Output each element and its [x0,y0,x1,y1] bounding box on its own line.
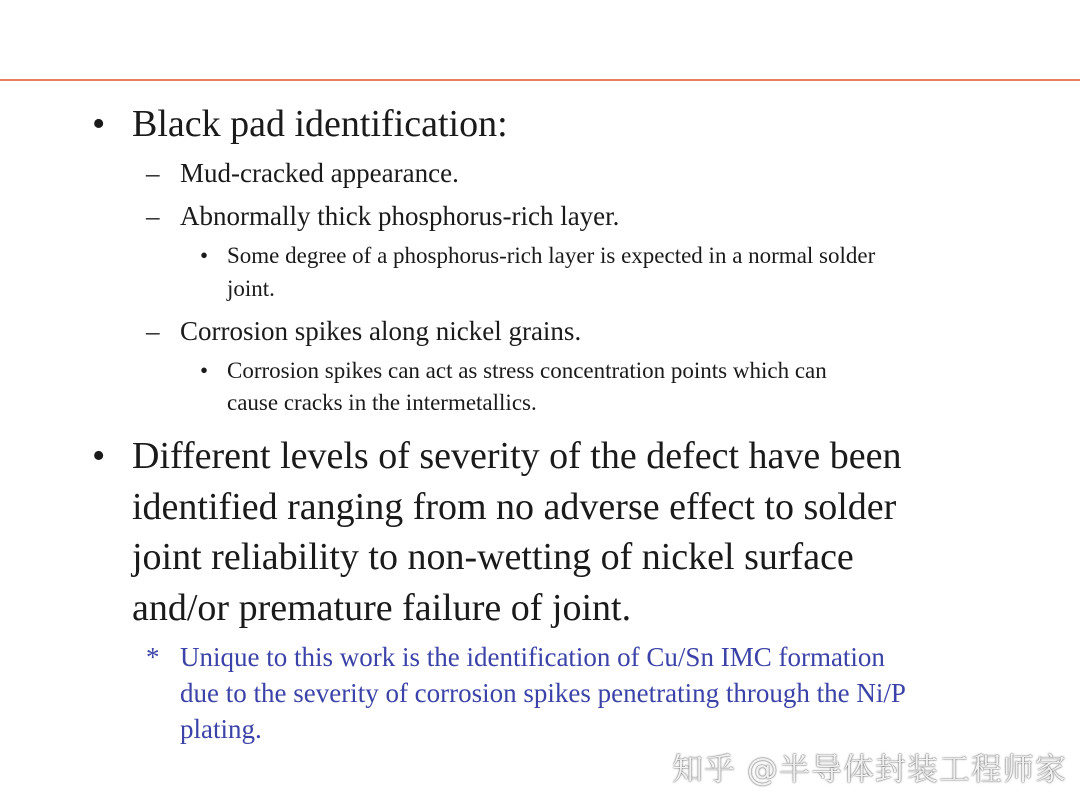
note-line: plating. [180,714,262,744]
sub-item: Abnormally thick phosphorus-rich layer. [180,201,620,231]
note-marker: * [146,642,160,672]
sub-sub-item: Some degree of a phosphorus-rich layer is expected in a normal solder [227,243,876,268]
note-line: Unique to this work is the identification of Cu/Sn IMC formation [180,642,885,672]
sub-item: Corrosion spikes along nickel grains. [180,316,582,346]
sub-sub-item-cont: joint. [227,276,275,301]
bullet-marker: • [92,435,106,477]
bullet-text-line: Different levels of severity of the defect have been [132,435,902,477]
bullet-text-line: identified ranging from no adverse effect to solder [132,486,897,528]
dash-marker: – [146,158,160,188]
sub-item: Mud-cracked appearance. [180,158,459,188]
bullet-marker: • [92,103,106,145]
sub-sub-item-cont: cause cracks in the intermetallics. [227,390,537,415]
dash-marker: – [146,201,160,231]
bullet-text-line: joint reliability to non-wetting of nickel surface [132,536,854,578]
watermark: 知乎 @半导体封装工程师家 [672,752,1067,788]
header-rule [0,79,1080,81]
bullet-marker: • [200,358,209,383]
bullet-text-line: and/or premature failure of joint. [132,587,632,629]
bullet-marker: • [200,243,209,268]
sub-sub-item: Corrosion spikes can act as stress concentration points which can [227,358,827,383]
dash-marker: – [146,316,160,346]
bullet-heading: Black pad identification: [132,103,508,145]
note-line: due to the severity of corrosion spikes penetrating through the Ni/P [180,678,906,708]
